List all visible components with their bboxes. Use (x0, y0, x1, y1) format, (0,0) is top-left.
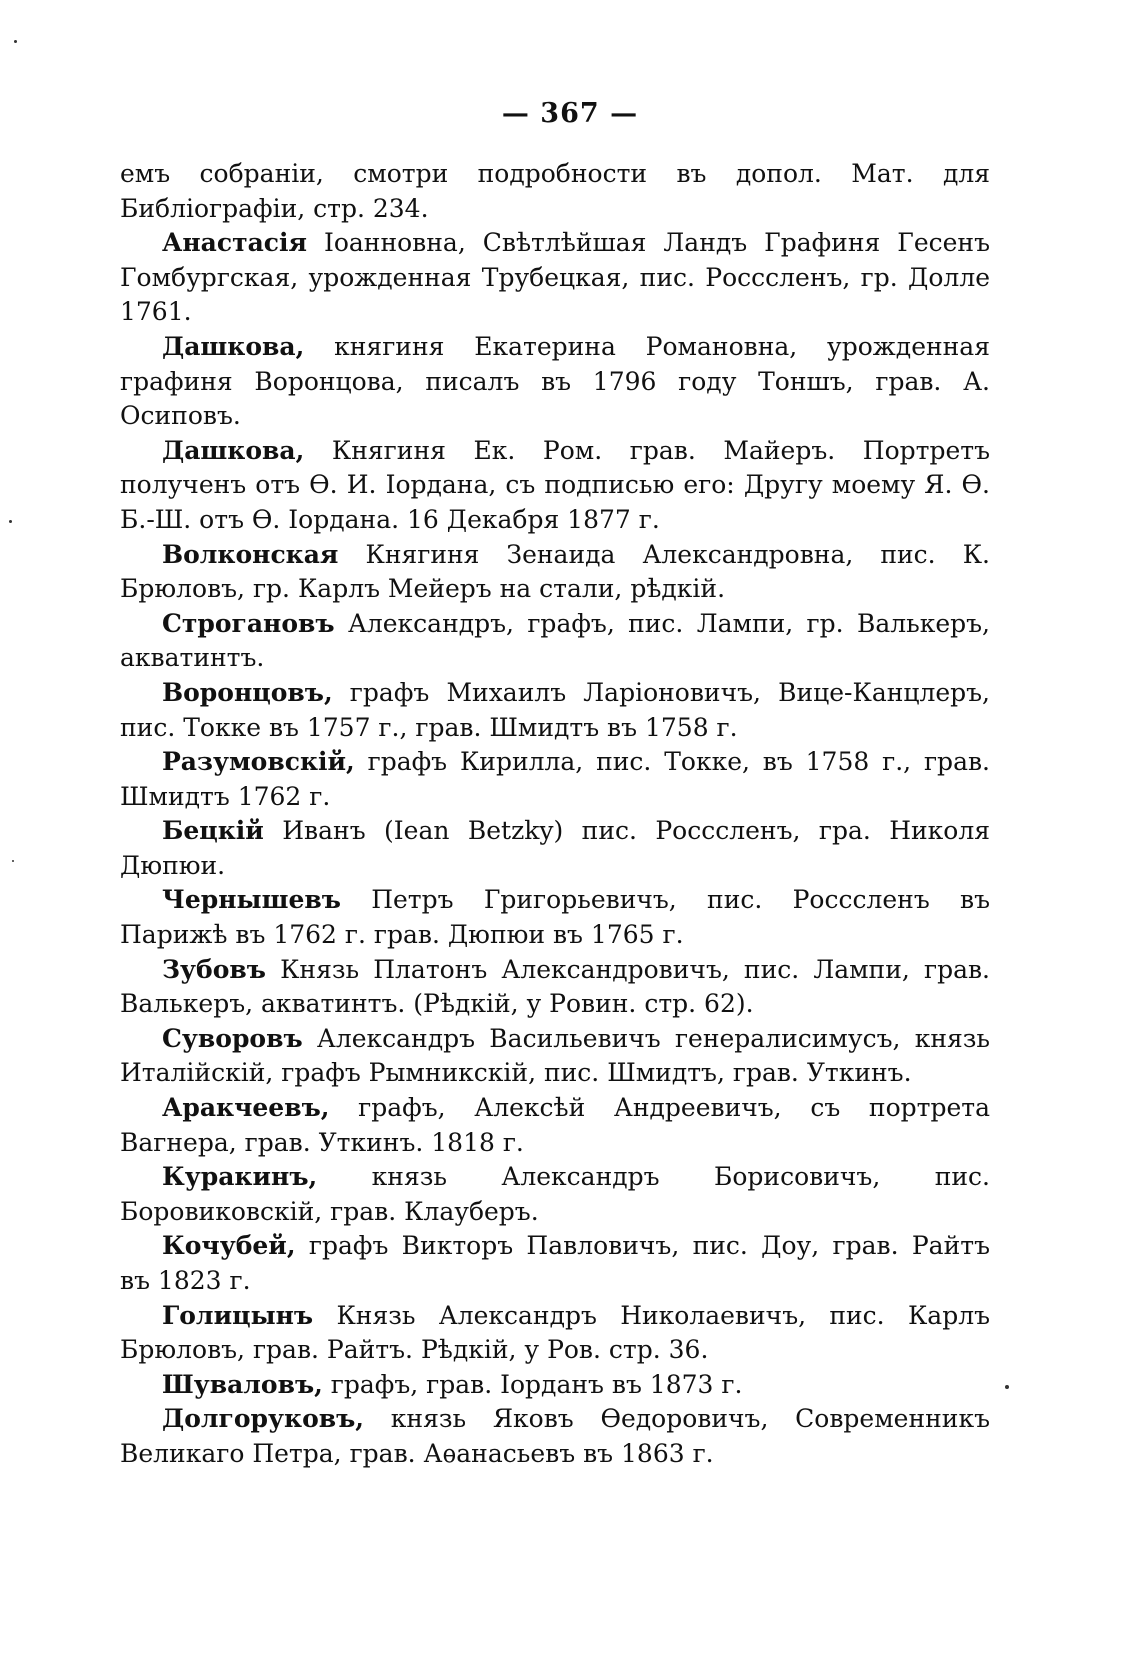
entry-name: Дашкова, (162, 435, 305, 465)
entry-paragraph (120, 814, 990, 883)
text-block (120, 157, 990, 1472)
scan-speck (12, 860, 14, 862)
entry-text: Иванъ (Iean Betzky) пис. Росссленъ, гра. Николя Дюпюи. (120, 816, 990, 880)
entry-name: Дашкова, (162, 331, 305, 361)
entry-text: графъ, Алексѣй Андреевичъ, съ портрета Вагнера, грав. Уткинъ. 1818 г. (120, 1093, 990, 1157)
entry-name: Разумовскій, (162, 747, 355, 777)
entry-text: графъ Кирилла, пис. Токке, въ 1758 г., грав. Шмидтъ 1762 г. (120, 747, 990, 811)
entry-text: графъ Михаилъ Ларіоновичъ, Вице-Канцлеръ, пис. Токке въ 1757 г., грав. Шмидтъ въ 1758 г. (120, 677, 990, 742)
entry-text: Князь Александръ Николаевичъ, пис. Карлъ Брюловъ, грав. Райтъ. Рѣдкій, у Ров. стр. 36. (120, 1300, 990, 1365)
entry-text: князь Александръ Борисовичъ, пис. Боровиковскій, грав. Клауберъ. (120, 1162, 990, 1226)
entry-name: Аракчеевъ, (162, 1093, 330, 1123)
entry-text: Іоанновна, Свѣтлѣйшая Ландъ Графиня Гесенъ Гомбургская, урожденная Трубецкая, пис. Росссленъ, гр. Долле 1761. (120, 228, 990, 327)
entry-text: Александръ Васильевичъ генералисимусъ, князь Италійскій, графъ Рымникскій, пис. Шмидтъ, грав. Уткинъ. (120, 1023, 990, 1088)
entry-paragraph (120, 538, 990, 607)
entry-name: Суворовъ (162, 1023, 303, 1053)
entry-text: князь Яковъ Ѳедоровичъ, Современникъ Великаго Петра, грав. Аѳанасьевъ въ 1863 г. (120, 1404, 990, 1468)
entry-name: Зубовъ (162, 954, 266, 984)
entry-paragraph (120, 745, 990, 814)
entry-paragraph (120, 1368, 990, 1403)
entry-name: Шуваловъ, (162, 1369, 323, 1399)
entry-paragraph (120, 883, 990, 952)
entry-paragraph (120, 1402, 990, 1471)
page-number: — 367 — (501, 98, 639, 129)
entry-name: Голицынъ (162, 1300, 314, 1330)
entry-text: Княгиня Зенаида Александровна, пис. К. Брюловъ, гр. Карлъ Мейеръ на стали, рѣдкій. (120, 539, 990, 604)
entry-text: Александръ, графъ, пис. Лампи, гр. Валькеръ, акватинтъ. (120, 608, 990, 673)
continuation-paragraph: емъ собраніи, смотри подробности въ допол. Мат. для Библіографіи, стр. 234. (120, 159, 990, 223)
entry-paragraph (120, 1229, 990, 1298)
scan-speck (1005, 1385, 1009, 1389)
entry-paragraph (120, 953, 990, 1022)
entry-text: графъ Викторъ Павловичъ, пис. Доу, грав. Райтъ въ 1823 г. (120, 1231, 990, 1295)
entry-text: графъ, грав. Іорданъ въ 1873 г. (322, 1369, 743, 1399)
entry-text: княгиня Екатерина Романовна, урожденная графиня Воронцова, писалъ въ 1796 году Тоншъ, грав. А. Осиповъ. (120, 331, 990, 431)
entry-name: Волконская (162, 539, 339, 569)
entry-name: Кочубей, (162, 1231, 296, 1261)
entry-name: Воронцовъ, (162, 677, 333, 707)
entry-name: Анастасія (162, 228, 307, 258)
scan-speck (9, 520, 12, 523)
entry-text: Княгиня Ек. Ром. грав. Майеръ. Портретъ полученъ отъ Ѳ. И. Іордана, съ подписью его: Другу моему Я. Ѳ. Б.-Ш. отъ Ѳ. Іордана. 16 Декабря 1877 г. (120, 435, 990, 534)
entry-paragraph (120, 676, 990, 745)
entry-paragraph (120, 1160, 990, 1229)
entry-paragraph (120, 1299, 990, 1368)
entry-name: Чернышевъ (162, 885, 341, 915)
entry-paragraph (120, 1091, 990, 1160)
entry-paragraph (120, 226, 990, 330)
entry-name: Бецкій (162, 816, 264, 846)
entry-paragraph (120, 330, 990, 434)
entry-name: Долгоруковъ, (162, 1404, 364, 1434)
entry-name: Строгановъ (162, 608, 335, 638)
entry-text: Князь Платонъ Александровичъ, пис. Лампи, грав. Валькеръ, акватинтъ. (Рѣдкій, у Ровин. стр. 62). (120, 954, 990, 1019)
entry-name: Куракинъ, (162, 1162, 318, 1192)
entry-paragraph (120, 434, 990, 538)
entry-paragraph (120, 607, 990, 676)
scan-speck (14, 40, 17, 43)
entry-text: Петръ Григорьевичъ, пис. Росссленъ въ Парижѣ въ 1762 г. грав. Дюпюи въ 1765 г. (120, 885, 990, 950)
entry-paragraph (120, 1022, 990, 1091)
